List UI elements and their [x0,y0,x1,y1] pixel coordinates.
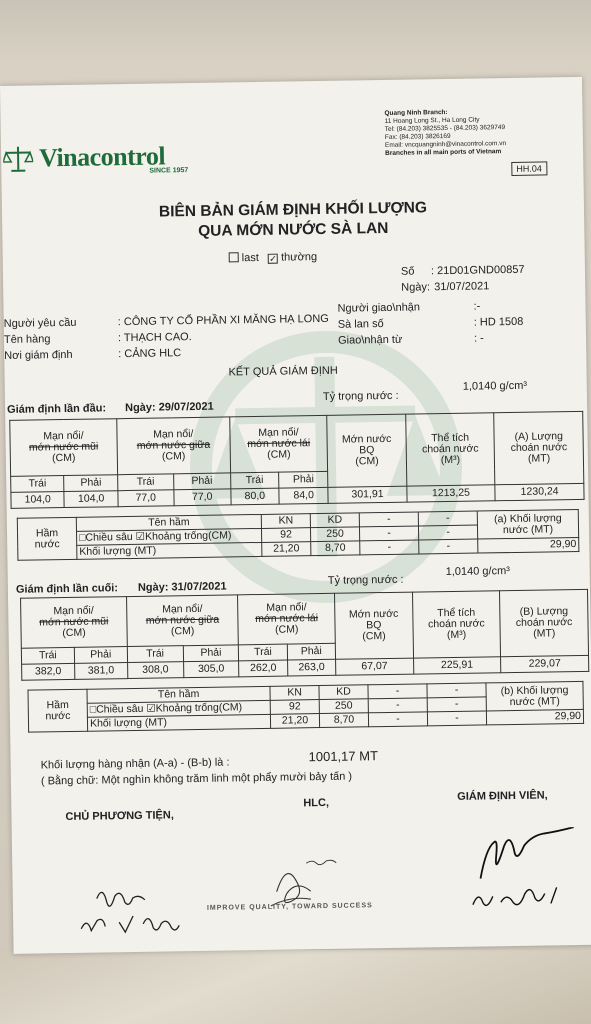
header-line: BQ [366,619,382,632]
header-line: (MT) [527,452,551,465]
branch-title: Quang Ninh Branch: [384,108,448,117]
table-cell: - [427,711,486,726]
goods-label: Tên hàng [3,333,51,346]
header-line: (M³) [446,628,467,642]
cargo-mass-words: ( Bằng chữ: Một nghìn không trăm linh một phẩy mười bảy tấn ) [40,770,353,788]
header-line: Thể tích [431,431,470,445]
final-fwd-header [21,597,128,649]
origin-value: : - [473,332,484,345]
goods-value: : THẠCH CAO. [117,331,192,345]
tank-label-line: nước [45,709,71,722]
final-vol-header [412,591,501,658]
first-survey-label: Giám định lần đầu: [6,402,107,416]
branch-email: Email: vncquangninh@vinacontrol.com.vn [384,140,507,149]
table-cell: 382,0 [22,663,75,680]
table-cell: 1230,24 [495,483,584,500]
header-line: mớn nước mũi [39,615,109,629]
table-cell: 250 [319,699,368,714]
water-mass-value: 29,90 [486,709,583,725]
header-line: Thể tích [437,606,476,620]
normal-checkbox: ✓ [269,253,277,264]
table-cell: - [427,697,486,712]
first-mean-header [327,414,406,487]
barge-label: Sà lan số [337,318,384,331]
depth-row-label: □Chiều sâu ☑Khoảng trống(CM) [77,528,262,545]
table-cell: 381,0 [74,663,127,680]
survey-place-label: Nơi giám định [4,348,73,362]
header-line: mớn nước mũi [28,440,99,454]
depth-row-label: □Chiều sâu ☑Khoảng trống(CM) [87,700,270,717]
final-draft-table [20,589,589,681]
right-header: Phải [64,475,118,492]
tank-label [28,689,88,732]
header-line: (CM) [52,451,76,465]
final-mean-header [335,592,414,659]
table-cell: 80,0 [231,488,280,505]
requester-value: : CÔNG TY CỔ PHẦN XI MĂNG HẠ LONG [117,312,329,329]
tank-label-line: Hầm [35,526,59,539]
final-survey-label: Giám định lần cuối: [15,582,119,596]
table-cell: - [360,540,419,555]
header-line: Mạn nổi/ [266,601,307,614]
mass-row-label: Khối lượng (MT) [77,542,262,559]
left-header: Trái [118,474,174,491]
table-cell: 8,70 [311,541,360,556]
kn-header: KN [270,686,319,701]
header-line: Mạn nổi/ [153,428,194,441]
kd-header: KD [319,685,368,700]
doc-date-value: 31/07/2021 [434,280,490,294]
first-tank-table [17,509,580,561]
first-density-label: Tỷ trọng nước : [322,389,399,403]
header-line: (CM) [355,455,379,468]
survey-place-value: : CẢNG HLC [118,347,182,361]
right-header: Phải [173,473,230,490]
header-line: (CM) [362,630,386,643]
header-line: Mạn nổi/ [53,604,94,618]
header-line: nước (MT) [509,694,560,708]
header-line: choán nước [428,617,485,631]
header-line: (CM) [170,625,195,638]
table-cell: 92 [270,700,319,715]
surveyor-signature-label: GIÁM ĐỊNH VIÊN, [457,789,548,803]
final-aft-header [238,593,335,645]
header-line: (MT) [533,627,556,640]
table-cell: 308,0 [127,662,183,679]
hlc-signature [256,851,347,922]
header-line: (CM) [161,450,186,463]
scales-logo-icon [3,143,33,173]
table-cell: - [359,512,418,527]
right-header: Phải [74,647,127,664]
table-cell: 104,0 [64,491,118,508]
kn-header: KN [261,514,310,529]
header-line: (b) Khối lượng [500,683,569,697]
table-cell: 77,0 [118,490,174,507]
water-mass-value: 29,90 [478,537,579,553]
origin-label: Giao\nhận từ [337,333,403,347]
branch-fax: Fax: (84.203) 3826169 [384,132,451,141]
cargo-mass-label: Khối lượng hàng nhận (A-a) - (B-b) là : [40,756,230,772]
header-line: (B) Lượng [519,605,569,618]
company-slogan: IMPROVE QUALITY, TOWARD SUCCESS [206,902,373,912]
floor-background [0,950,591,1024]
mass-row-label: Khối lượng (MT) [87,714,270,731]
table-cell: 8,70 [319,713,368,728]
hlc-signature-label: HLC, [303,796,330,810]
tank-name-header: Tên hầm [76,514,261,531]
cargo-mass-value: 1001,17 MT [308,748,379,765]
table-cell: 104,0 [11,492,65,509]
table-cell: 301,91 [328,486,407,503]
company-logo-text: Vinacontrol [38,141,166,173]
table-cell: - [368,684,427,699]
document-title: BIÊN BẢN GIÁM ĐỊNH KHỐI LƯỢNG [158,199,428,221]
tank-name-header: Tên hầm [87,686,270,703]
header-line: mớn nước lái [247,437,311,451]
table-cell: 21,20 [262,542,311,557]
header-line: mớn nước lái [255,612,319,626]
table-cell: 250 [310,527,359,542]
tank-label-line: nước [34,537,60,551]
normal-label: thường [280,251,318,264]
header-line: (CM) [267,448,291,461]
left-header: Trái [230,472,279,489]
first-aft-header [229,415,328,473]
header-line: choán nước [515,616,573,629]
table-cell: 225,91 [413,657,501,674]
tank-label [17,517,77,560]
branch-ports: Branches in all main ports of Vietnam [385,148,502,157]
owner-signature-label: CHỦ PHƯƠNG TIỆN, [65,809,174,824]
branch-address: 11 Hoang Long St., Ha Long City [384,116,480,125]
barge-value: : HD 1508 [473,315,524,329]
left-header: Trái [11,476,65,493]
table-cell: 262,0 [239,660,288,677]
branch-info [384,107,585,158]
header-line: Mạn nổi/ [162,602,203,616]
first-vol-header [405,413,495,486]
deliverer-label: Người giao\nhận [337,301,421,315]
left-header: Trái [21,647,74,664]
table-cell: 84,0 [279,487,329,504]
first-draft-table [9,411,584,509]
table-cell: 92 [261,528,310,543]
document-subtitle: QUA MỚN NƯỚC SÀ LAN [198,219,389,240]
header-line: (CM) [62,626,86,640]
water-mass-header [486,681,583,711]
final-mid-header [126,595,238,647]
header-line: BQ [359,444,375,457]
header-line: (A) Lượng [514,430,564,443]
last-label: last [241,251,259,265]
first-fwd-header [10,419,118,477]
table-cell: 263,0 [287,659,336,676]
header-line: Mớn nước [348,607,399,621]
doc-date-label: Ngày: [401,281,431,294]
header-line: Mạn nổi/ [258,426,299,439]
table-cell: 1213,25 [407,485,496,502]
table-cell: 305,0 [183,661,239,678]
report-type-options [229,251,317,264]
header-line: (CM) [275,623,299,636]
header-line: (M³) [440,453,461,467]
document-page [0,77,591,954]
header-line: nước (MT) [502,522,554,536]
final-density-value: 1,0140 g/cm³ [445,565,510,579]
header-line: Mớn nước [341,432,392,446]
owner-signature [72,875,213,947]
table-cell: 21,20 [270,714,319,729]
doc-number-value: : 21D01GND00857 [430,263,525,278]
doc-number-label: Số [400,265,415,278]
table-cell: - [359,526,418,541]
tank-label-line: Hầm [46,698,69,711]
header-line: (a) Khối lượng [493,511,562,525]
header-line: Mạn nổi/ [43,429,84,443]
branch-tel: Tel: (84.203) 3825535 - (84.203) 3629749 [384,124,506,133]
kd-header: KD [310,513,359,528]
first-mid-header [117,417,231,475]
surveyor-signature [460,827,591,919]
header-line: choán nước [510,441,568,455]
table-cell: - [418,525,477,540]
final-mass-header [500,589,589,656]
header-line: mớn nước giữa [136,438,211,452]
table-cell: - [427,683,486,698]
final-survey-date: Ngày: 31/07/2021 [137,580,227,594]
water-mass-header [477,509,578,539]
deliverer-value: :- [473,300,481,313]
table-cell: 77,0 [174,489,231,506]
logo-since: SINCE 1957 [149,167,189,175]
table-cell: 229,07 [501,655,589,672]
header-line: mớn nước giữa [145,613,220,627]
left-header: Trái [239,644,288,661]
right-header: Phải [287,643,336,660]
final-tank-table [27,681,584,733]
header-line: choán nước [421,442,479,456]
table-cell: - [368,712,427,727]
requester-label: Người yêu cầu [3,316,77,330]
first-density-value: 1,0140 g/cm³ [462,379,528,393]
form-code: HH.04 [511,161,547,176]
last-checkbox [229,252,239,262]
left-header: Trái [127,646,183,663]
table-cell: - [419,539,478,554]
result-title: KẾT QUẢ GIÁM ĐỊNH [228,364,338,379]
right-header: Phải [279,471,329,488]
first-survey-date: Ngày: 29/07/2021 [124,400,214,415]
table-cell: - [418,511,477,526]
final-density-label: Tỷ trọng nước : [327,573,404,587]
table-cell: 67,07 [336,658,414,675]
first-mass-header [494,411,584,484]
right-header: Phải [183,645,239,662]
table-cell: - [368,698,427,713]
